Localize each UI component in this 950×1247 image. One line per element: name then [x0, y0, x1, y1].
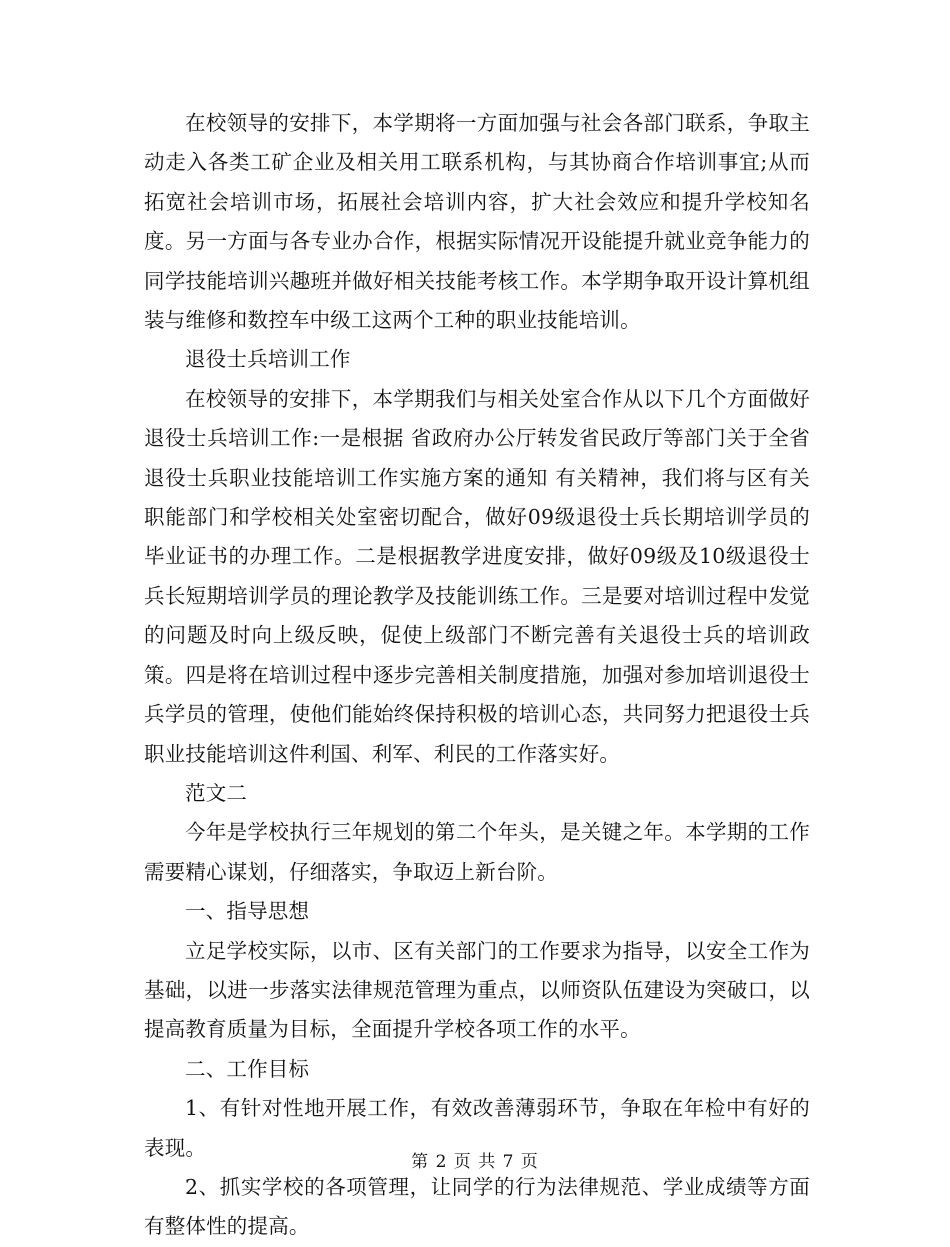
paragraph-guiding-ideology: 立足学校实际，以市、区有关部门的工作要求为指导，以安全工作为基础，以进一步落实法律规范管理为重点，以师资队伍建设为突破口，以提高教育质量为目标，全面提升学校各项工作的水平。 [144, 938, 810, 1042]
section-heading-work-goals: 二、工作目标 [185, 1056, 310, 1081]
paragraph-veteran-training: 在校领导的安排下，本学期我们与相关处室合作从以下几个方面做好退役士兵培训工作:一是根据 省政府办公厅转发省民政厅等部门关于全省退役士兵职业技能培训工作实施方案的通知 有关精神，我们将与区有关职能部门和学校相关处室密切配合，做好09级退役士兵长期培训学员的毕业证书的办理工作。二是根据教学进度安排，做好09级及10级退役士兵长短期培训学员的理论教学及技能训练工作。三是要对培训过程中发觉的问题及时向上级反映，促使上级部门不断完善有关退役士兵的培训政策。四是将在培训过程中逐步完善相关制度措施，加强对参加培训退役士兵学员的管理，使他们能始终保持积极的培训心态，共同努力把退役士兵职业技能培训这件利国、利军、利民的工作落实好。 [144, 386, 810, 766]
page-number-footer: 第 2 页 共 7 页 [411, 1152, 539, 1172]
paragraph-social-training: 在校领导的安排下，本学期将一方面加强与社会各部门联系，争取主动走入各类工矿企业及相关用工联系机构，与其协商合作培训事宜;从而拓宽社会培训市场，拓展社会培训内容，扩大社会效应和提升学校知名度。另一方面与各专业办合作，根据实际情况开设能提升就业竞争能力的同学技能培训兴趣班并做好相关技能考核工作。本学期争取开设计算机组装与维修和数控车中级工这两个工种的职业技能培训。 [144, 111, 810, 333]
list-item-goal-2: 2、抓实学校的各项管理，让同学的行为法律规范、学业成绩等方面有整体性的提高。 [144, 1174, 810, 1239]
list-item-goal-1: 1、有针对性地开展工作，有效改善薄弱环节，争取在年检中有好的表现。 [144, 1096, 810, 1160]
section-heading-guiding-ideology: 一、指导思想 [185, 899, 310, 924]
paragraph-intro: 今年是学校执行三年规划的第二个年头，是关键之年。本学期的工作需要精心谋划，仔细落实，争取迈上新台阶。 [144, 820, 810, 884]
document-body [144, 104, 810, 1247]
section-heading-sample-two: 范文二 [185, 780, 248, 805]
section-heading-veteran-training: 退役士兵培训工作 [185, 347, 351, 372]
